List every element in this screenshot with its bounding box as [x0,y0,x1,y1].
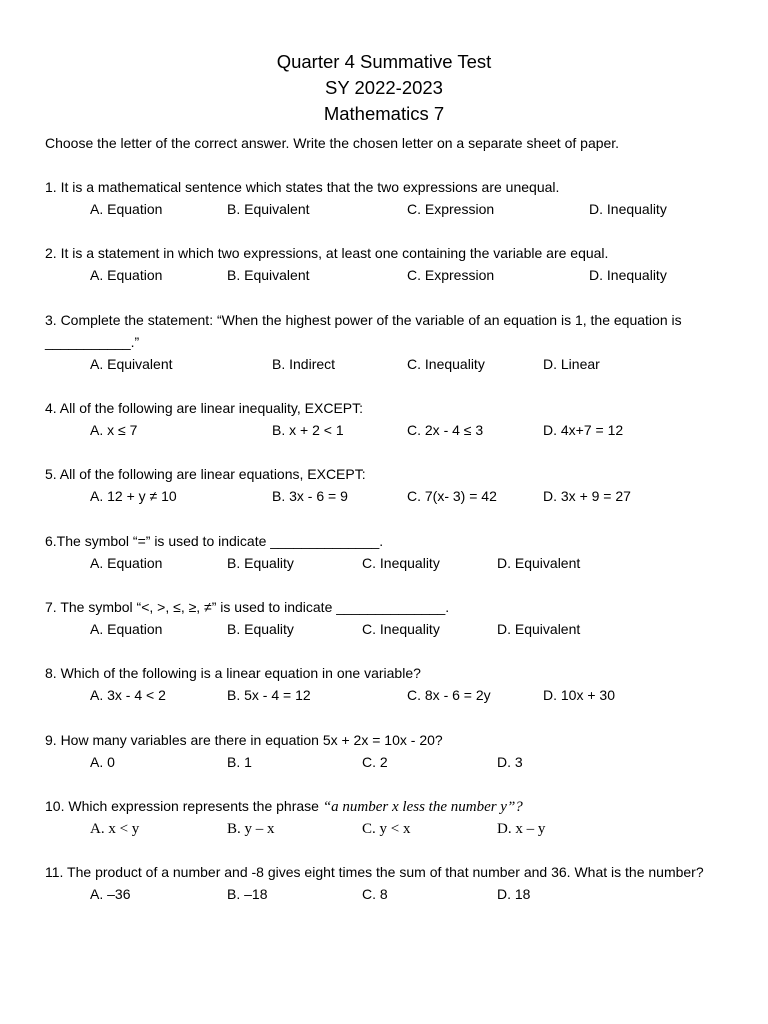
choice-c: C. y < x [362,821,411,837]
choice-c: C. 8x - 6 = 2y [407,687,491,703]
question-11 [45,861,735,905]
question-text: 7. The symbol “<, >, ≤, ≥, ≠” is used to indicate ______________. [45,599,450,615]
question-1 [45,176,735,220]
question-text: 8. Which of the following is a linear equation in one variable? [45,665,421,681]
choice-d: D. 10x + 30 [543,687,615,703]
choice-c: C. Inequality [407,356,485,372]
choice-d: D. 18 [497,886,531,902]
choices-row [45,684,735,706]
choice-a: A. 12 + y ≠ 10 [90,488,177,504]
choice-d: D. Equivalent [497,555,581,571]
choice-b: B. 5x - 4 = 12 [227,687,311,703]
choices-row [45,353,735,375]
choice-d: D. 4x+7 = 12 [543,422,624,438]
choice-c: C. 8 [362,886,388,902]
test-title: Quarter 4 Summative Test [276,51,492,72]
choice-b: B. Equality [227,555,294,571]
choices-row [45,883,735,905]
choice-b: B. Equality [227,621,294,637]
choice-b: B. x + 2 < 1 [272,422,344,438]
choice-a: A. –36 [90,886,131,902]
choice-b: B. 3x - 6 = 9 [272,488,348,504]
question-5 [45,463,735,507]
choice-a: A. Equation [90,201,163,217]
choices-row [45,198,735,220]
choice-c: C. Expression [407,267,495,283]
choice-c: C. 7(x- 3) = 42 [407,488,497,504]
choices-row [45,552,735,574]
choice-d: D. Equivalent [497,621,581,637]
choice-b: B. Equivalent [227,201,310,217]
school-year: SY 2022-2023 [325,77,443,98]
question-text [45,795,735,818]
question-text: 1. It is a mathematical sentence which states that the two expressions are unequal. [45,179,560,195]
instructions: Choose the letter of the correct answer. Write the chosen letter on a separate sheet of paper. [45,135,620,151]
choice-c: C. 2 [362,754,388,770]
choices-row [45,485,735,507]
question-6 [45,530,735,574]
choice-b: B. Indirect [272,356,336,372]
choices-row [45,618,735,640]
choice-d: D. 3 [497,754,523,770]
choice-a: A. 0 [90,754,115,770]
choice-a: A. Equation [90,621,163,637]
question-10 [45,795,735,840]
choice-d: D. 3x + 9 = 27 [543,488,631,504]
question-2 [45,242,735,286]
choice-b: B. Equivalent [227,267,310,283]
question-text: 11. The product of a number and -8 gives eight times the sum of that number and 36. What is the number? [45,864,704,880]
question-text: 5. All of the following are linear equations, EXCEPT: [45,466,366,482]
subject-title: Mathematics 7 [323,103,445,124]
choice-c: C. Inequality [362,555,440,571]
question-9 [45,729,735,773]
choice-a: A. Equivalent [90,356,173,372]
choice-d: D. Inequality [589,267,667,283]
question-text: 9. How many variables are there in equation 5x + 2x = 10x - 20? [45,732,443,748]
choice-a: A. x < y [90,821,140,837]
choice-b: B. –18 [227,886,268,902]
choice-b: B. 1 [227,754,252,770]
choice-d: D. Linear [543,356,600,372]
choice-b: B. y – x [227,821,275,837]
choice-a: A. x ≤ 7 [90,422,138,438]
question-phrase: “a number x less the number y”? [322,799,523,815]
choice-c: C. 2x - 4 ≤ 3 [407,422,484,438]
question-text: 3. Complete the statement: “When the highest power of the variable of an equation is 1, the equation is ___________.” [45,312,682,350]
question-3 [45,309,735,375]
choices-row [45,751,735,773]
question-text: 2. It is a statement in which two expressions, at least one containing the variable are equal. [45,245,609,261]
question-prompt: 10. Which expression represents the phrase [45,798,319,814]
question-text: 6.The symbol “=” is used to indicate ______________. [45,533,384,549]
question-text: 4. All of the following are linear inequality, EXCEPT: [45,400,364,416]
choice-c: C. Inequality [362,621,440,637]
choices-row [45,419,735,441]
choice-c: C. Expression [407,201,495,217]
choice-d: D. x – y [497,821,546,837]
choice-a: A. Equation [90,555,163,571]
test-header [0,49,768,127]
choice-a: A. 3x - 4 < 2 [90,687,166,703]
choice-d: D. Inequality [589,201,667,217]
choices-row [45,264,735,286]
question-8 [45,662,735,706]
question-7 [45,596,735,640]
choice-a: A. Equation [90,267,163,283]
question-4 [45,397,735,441]
choices-row [45,818,735,840]
